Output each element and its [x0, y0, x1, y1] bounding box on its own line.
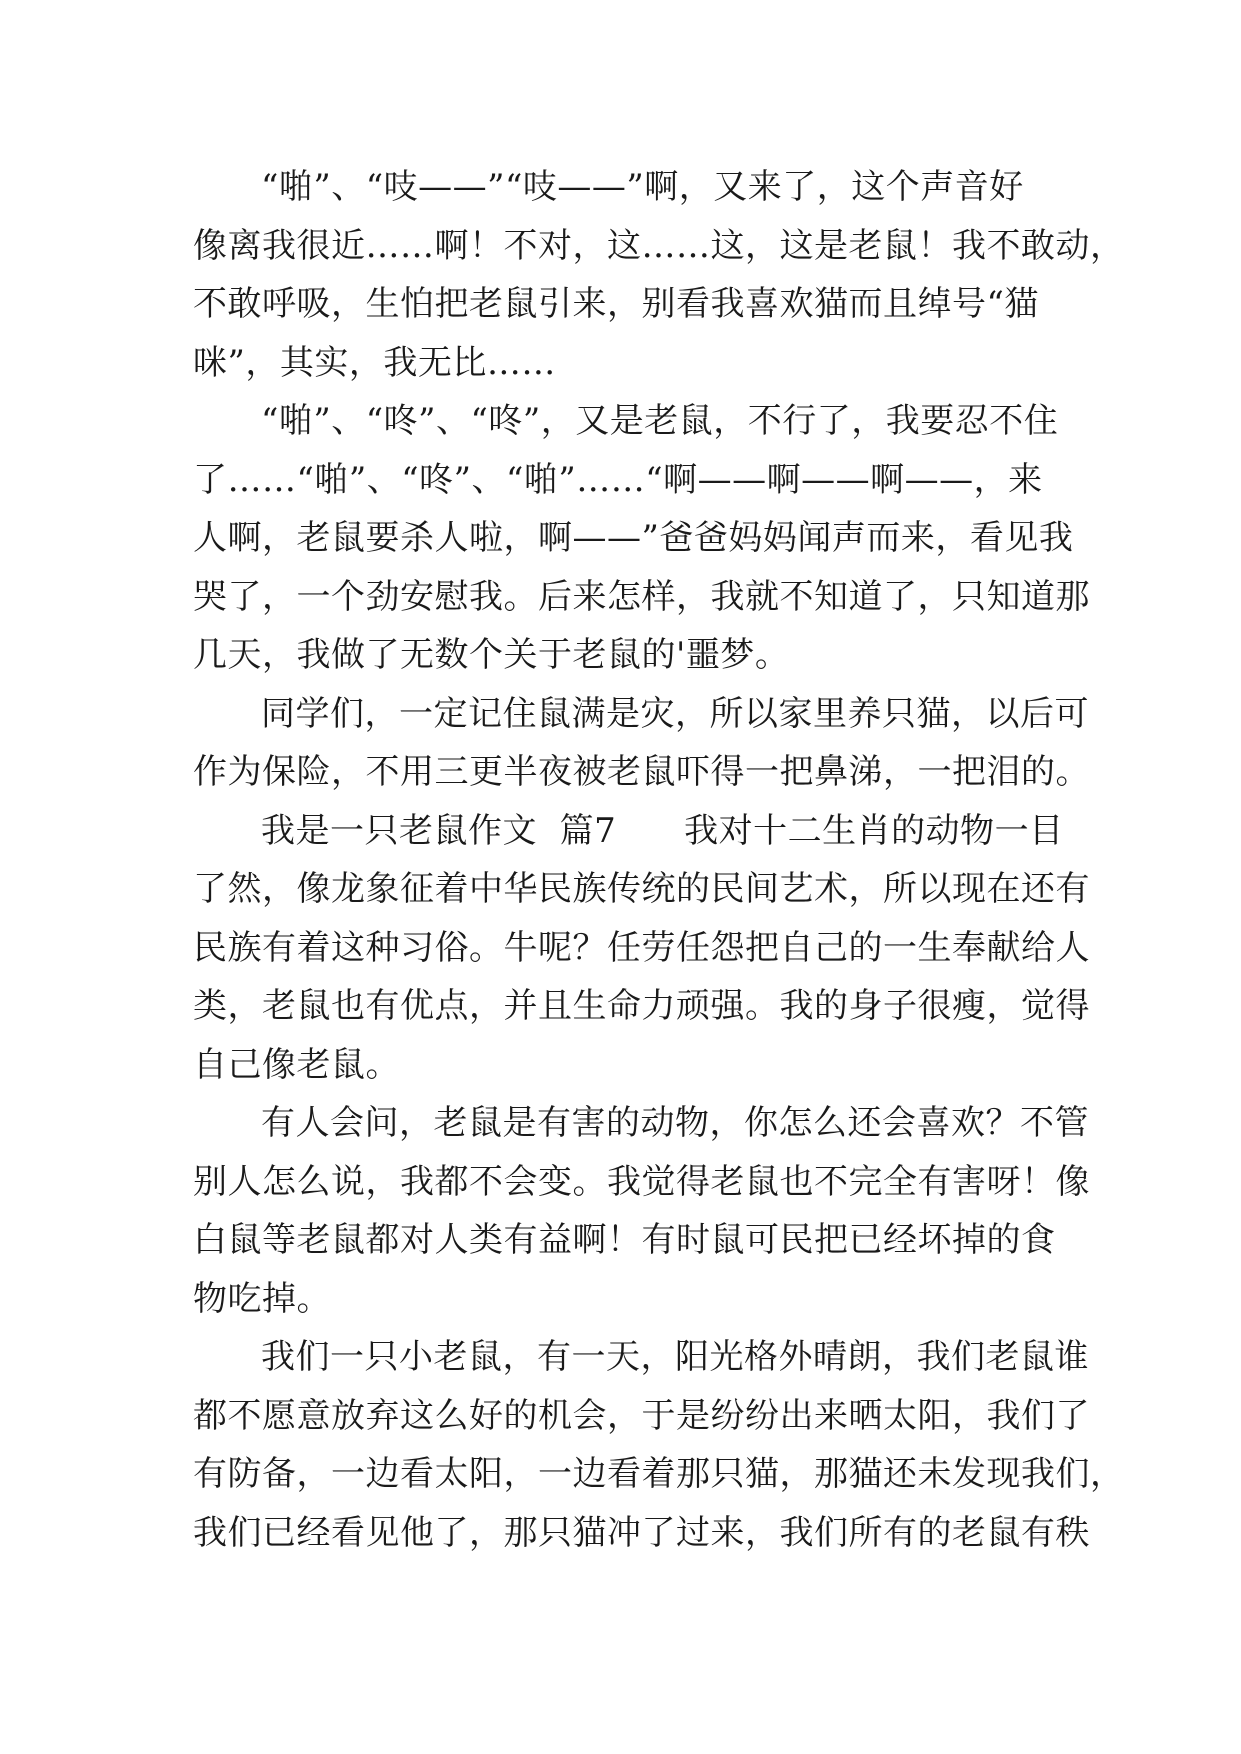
text-line: 像离我很近……啊！不对，这……这，这是老鼠！我不敢动，	[193, 225, 1125, 266]
text-line: 都不愿意放弃这么好的机会，于是纷纷出来晒太阳，我们了	[193, 1395, 1090, 1436]
text-line: 物吃掉。	[193, 1278, 331, 1319]
text-line: 我是一只老鼠作文 篇7 我对十二生肖的动物一目	[261, 810, 1064, 851]
text-line: 人啊，老鼠要杀人啦，啊——”爸爸妈妈闻声而来，看见我	[193, 518, 1074, 558]
text-line: 民族有着这种习俗。牛呢？任劳任怨把自己的一生奉献给人	[193, 927, 1090, 968]
text-line: “啪”、“吱——”“吱——”啊，又来了，这个声音好	[261, 167, 1024, 207]
text-line: 咪”，其实，我无比……	[193, 342, 556, 383]
text-line: 有防备，一边看太阳，一边看着那只猫，那猫还未发现我们，	[193, 1454, 1125, 1494]
text-line: “啪”、“咚”、“咚”，又是老鼠，不行了，我要忍不住	[261, 401, 1059, 441]
text-line: 几天，我做了无数个关于老鼠的'噩梦。	[193, 635, 790, 675]
text-line: 类，老鼠也有优点，并且生命力顽强。我的身子很瘦，觉得	[193, 986, 1090, 1026]
text-line: 同学们，一定记住鼠满是灾，所以家里养只猫，以后可	[261, 693, 1089, 734]
text-line: 我们已经看见他了，那只猫冲了过来，我们所有的老鼠有秩	[193, 1512, 1090, 1553]
text-line: 了然，像龙象征着中华民族传统的民间艺术，所以现在还有	[193, 869, 1090, 909]
text-line: 自己像老鼠。	[193, 1044, 400, 1085]
text-line: 有人会问，老鼠是有害的动物，你怎么还会喜欢？不管	[261, 1103, 1089, 1143]
text-line: 白鼠等老鼠都对人类有益啊！有时鼠可民把已经坏掉的食	[193, 1220, 1056, 1260]
text-line: 哭了，一个劲安慰我。后来怎样，我就不知道了，只知道那	[193, 576, 1090, 617]
essay-body	[193, 158, 1125, 1562]
text-line: 作为保险，不用三更半夜被老鼠吓得一把鼻涕，一把泪的。	[193, 752, 1090, 792]
text-line: 别人怎么说，我都不会变。我觉得老鼠也不完全有害呀！像	[193, 1161, 1090, 1202]
text-line: 不敢呼吸，生怕把老鼠引来，别看我喜欢猫而且绰号“猫	[193, 284, 1039, 324]
text-line: 了……“啪”、“咚”、“啪”……“啊——啊——啊——，来	[193, 459, 1043, 500]
text-line: 我们一只小老鼠，有一天，阳光格外晴朗，我们老鼠谁	[261, 1337, 1089, 1377]
